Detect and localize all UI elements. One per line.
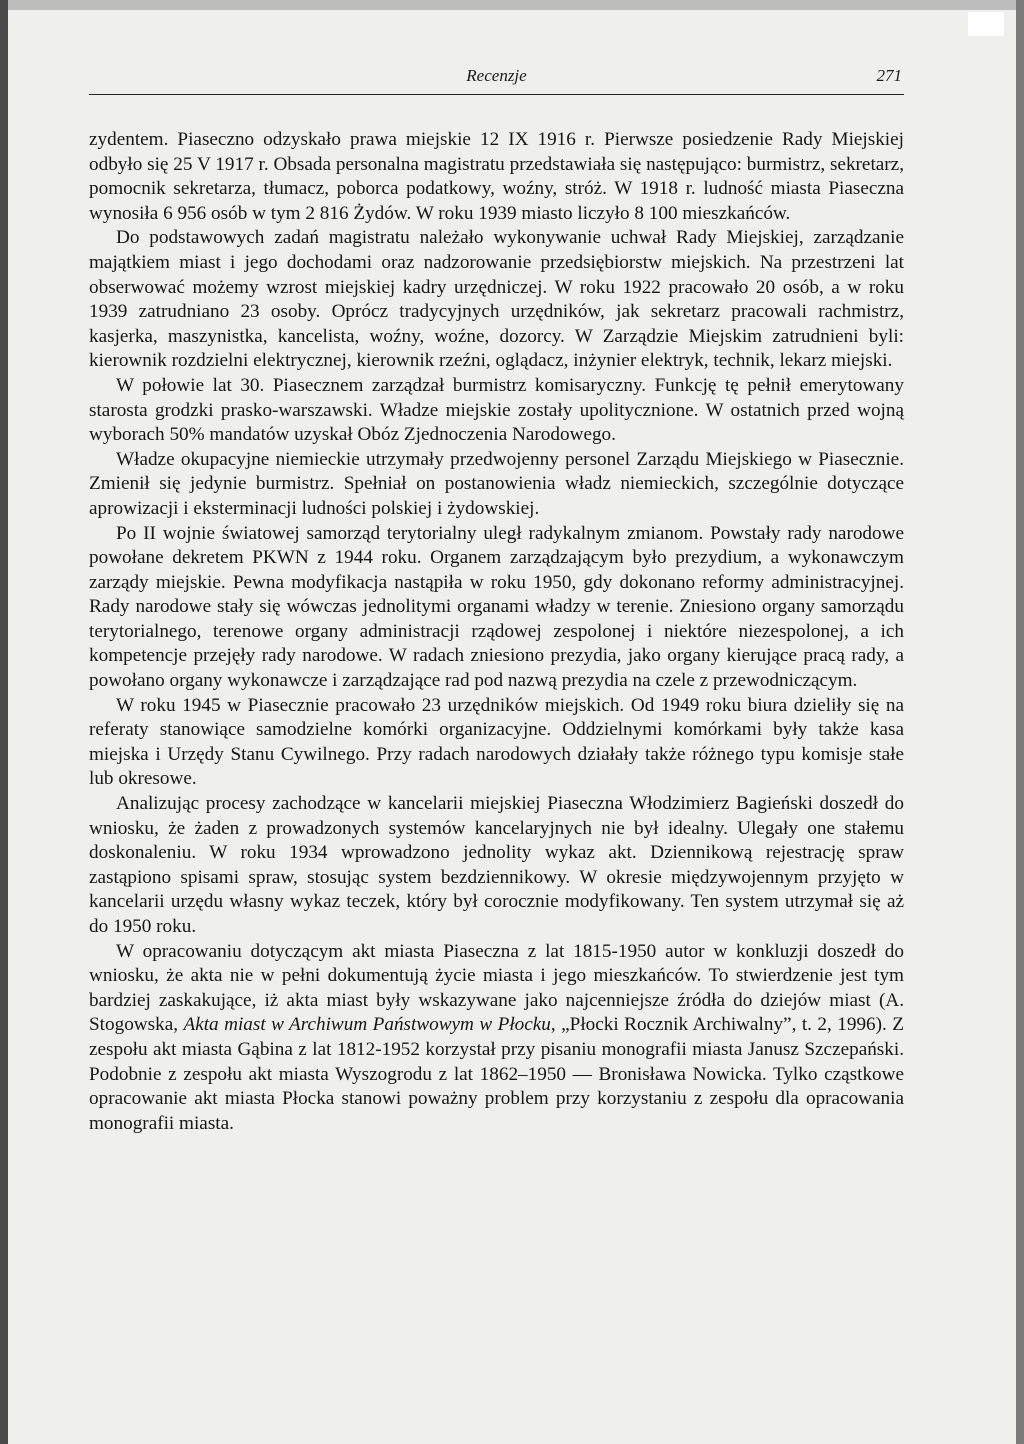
scan-border-left [0,0,8,1444]
page-number: 271 [876,66,902,85]
paragraph-6: W roku 1945 w Piasecznie pracowało 23 urzędników miejskich. Od 1949 roku biura dzieliły się na referaty stanowiące samodzielne komórki organizacyjne. Oddzielnymi komórkami były także kasa miejska i Urzędy Stanu Cywilnego. Przy radach narodowych działały także różnego typu komisje stałe lub okresowe. [89,694,904,790]
scan-border-top [0,0,1024,10]
paragraph-8 [89,940,904,1137]
paragraph-8-text-after: , „Płocki Rocznik Archiwalny”, t. 2, 1996). Z zespołu akt miasta Gąbina z lat 1812-1952 korzystał przy pisaniu monografii miasta Janusz Szczepański. Podobnie z zespołu akt miasta Wyszogrodu z lat 1862–1950 — Bronisława Nowicka. Tylko cząstkowe opracowanie akt miasta Płocka stanowi poważny problem przy korzystaniu z zespołu dla opracowania monografii miasta. [89,1014,904,1134]
paragraph-1: zydentem. Piaseczno odzyskało prawa miejskie 12 IX 1916 r. Pierwsze posiedzenie Rady Miejskiej odbyło się 25 V 1917 r. Obsada personalna magistratu przedstawiała się następująco: burmistrz, sekretarz, pomocnik sekretarza, tłumacz, poborca podatkowy, woźny, stróż. W 1918 r. ludność miasta Piaseczna wynosiła 6 956 osób w tym 2 816 Żydów. W roku 1939 miasto liczyło 8 100 mieszkańców. [89,129,904,224]
paragraph-7: Analizując procesy zachodzące w kancelarii miejskiej Piaseczna Włodzimierz Bagieński doszedł do wniosku, że żaden z prowadzonych systemów kancelaryjnych nie był idealny. Ulegały one stałemu doskonaleniu. W roku 1934 wprowadzono jednolity wykaz akt. Dziennikową rejestrację spraw zastąpiono spisami spraw, stosując system bezdziennikowy. W okresie międzywojennym przyjęto w kancelarii urzędu własny wykaz teczek, który był corocznie modyfikowany. Ten system utrzymał się aż do 1950 roku. [89,793,904,937]
paragraph-4: Władze okupacyjne niemieckie utrzymały przedwojenny personel Zarządu Miejskiego w Piasecznie. Zmienił się jedynie burmistrz. Spełniał on postanowienia władz niemieckich, szczególnie dotyczące aprowizacji i eksterminacji ludności polskiej i żydowskiej. [89,448,904,519]
cited-title: Akta miast w Archiwum Państwowym w Płocku [183,1014,551,1036]
article-body [89,128,904,1136]
scan-corner-patch [968,12,1004,36]
scan-border-right [1016,0,1024,1444]
paragraph-8-text-before: W opracowaniu dotyczącym akt miasta Piaseczna z lat 1815-1950 autor w konkluzji doszedł do wniosku, że akta nie w pełni dokumentują życie miasta i jego mieszkańców. To stwierdzenie jest tym bardziej zaskakujące, iż akta miast były wskazywane jako najcenniejsze źródła do dziejów miast (A. Stogowska, [89,940,904,1036]
paragraph-5: Po II wojnie światowej samorząd terytorialny uległ radykalnym zmianom. Powstały rady narodowe powołane dekretem PKWN z 1944 roku. Organem zarządzającym było prezydium, a wykonawczym zarządy miejskie. Pewna modyfikacja nastąpiła w roku 1950, gdy dokonano reformy administracyjnej. Rady narodowe stały się wówczas jednolitymi organami władzy w terenie. Zniesiono organy samorządu terytorialnego, terenowe organy administracji rządowej zespolonej i niektóre niezespolonej, a ich kompetencje przejęły rady narodowe. W radach zniesiono prezydia, jako organy kierujące pracą rady, a powołano organy wykonawcze i zarządzające rad pod nazwą prezydia na czele z przewodniczącym. [89,522,904,692]
running-head: Recenzje [466,66,527,85]
paragraph-3: W połowie lat 30. Piasecznem zarządzał burmistrz komisaryczny. Funkcję tę pełnił emerytowany starosta grodzki prasko-warszawski. Władze miejskie zostały upolitycznione. W ostatnich przed wojną wyborach 50% mandatów uzyskał Obóz Zjednoczenia Narodowego. [89,374,904,446]
page-header [89,62,904,95]
paragraph-2: Do podstawowych zadań magistratu należało wykonywanie uchwał Rady Miejskiej, zarządzanie majątkiem miast i jego dochodami oraz nadzorowanie przedsiębiorstw miejskich. Na przestrzeni lat obserwować możemy wzrost miejskiej kadry urzędniczej. W roku 1922 pracowało 20 osób, a w roku 1939 zatrudniano 23 osoby. Oprócz tradycyjnych urzędników, jak sekretarz pracowali rachmistrz, kasjerka, maszynistka, kancelista, woźny, woźne, dozorcy. W Zarządzie Miejskim zatrudnieni byli: kierownik rozdzielni elektrycznej, kierownik rzeźni, oglądacz, inżynier elektryk, technik, lekarz miejski. [89,227,904,372]
